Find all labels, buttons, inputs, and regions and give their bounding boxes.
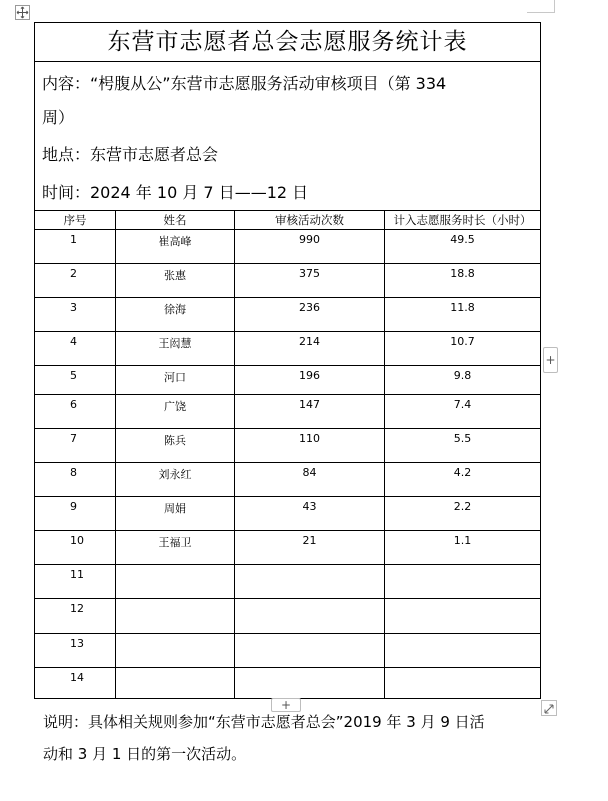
row-hours-cell: 11.8	[450, 301, 475, 314]
location-line: 地点：东营市志愿者总会	[42, 145, 219, 164]
row-no-cell: 6	[35, 395, 116, 428]
table-move-handle-icon[interactable]	[15, 5, 30, 20]
row-count-cell	[235, 668, 385, 699]
table-row	[35, 332, 540, 366]
row-no-cell: 11	[35, 565, 116, 598]
table-row	[35, 497, 540, 531]
statistics-table	[34, 22, 541, 699]
row-count-cell: 196	[235, 366, 385, 394]
row-no-cell: 5	[35, 366, 116, 394]
row-hours-cell	[385, 599, 540, 633]
row-no-cell: 8	[35, 463, 116, 496]
row-no-cell: 3	[35, 298, 116, 331]
row-no-cell: 7	[35, 429, 116, 462]
row-no-cell: 12	[35, 599, 116, 633]
table-row	[35, 230, 540, 264]
row-no-cell: 10	[35, 531, 116, 564]
row-hours-cell: 2.2	[453, 500, 472, 513]
row-no-cell: 1	[35, 230, 116, 263]
row-count-cell	[235, 599, 385, 633]
row-count-cell: 21	[235, 531, 385, 564]
table-row	[35, 366, 540, 395]
row-hours-cell	[385, 634, 540, 667]
row-name-cell	[116, 599, 235, 633]
row-hours-cell: 7.4	[453, 398, 472, 411]
footnote-line-1: 说明：具体相关规则参加“东营市志愿者总会”2019 年 3 月 9 日活	[43, 713, 485, 731]
row-hours-cell	[385, 565, 540, 598]
table-row	[35, 531, 540, 565]
table-row	[35, 395, 540, 429]
footnote	[43, 706, 543, 770]
row-name-cell: 崔高峰	[116, 230, 235, 263]
table-row	[35, 298, 540, 332]
row-hours-cell: 5.5	[453, 432, 472, 445]
row-hours-cell: 10.7	[450, 335, 475, 348]
info-block	[35, 62, 540, 211]
row-no-cell: 4	[35, 332, 116, 365]
row-name-cell: 河口	[116, 366, 235, 394]
row-count-cell: 84	[235, 463, 385, 496]
row-count-cell: 147	[235, 395, 385, 428]
header-count: 审核活动次数	[235, 211, 385, 229]
row-hours-cell: 9.8	[453, 369, 472, 382]
row-name-cell: 陈兵	[116, 429, 235, 462]
table-row	[35, 668, 540, 699]
row-name-cell	[116, 634, 235, 667]
row-hours-cell: 1.1	[453, 534, 472, 547]
row-no-cell: 14	[35, 668, 116, 699]
add-column-button[interactable]: +	[543, 347, 558, 373]
row-name-cell: 徐海	[116, 298, 235, 331]
add-row-button[interactable]: +	[271, 698, 301, 712]
header-name: 姓名	[116, 211, 235, 229]
row-count-cell: 110	[235, 429, 385, 462]
row-name-cell: 张惠	[116, 264, 235, 297]
row-hours-cell	[385, 668, 540, 699]
table-row	[35, 599, 540, 634]
header-hours: 计入志愿服务时长（小时）	[393, 213, 532, 227]
row-count-cell: 236	[235, 298, 385, 331]
row-hours-cell: 4.2	[453, 466, 472, 479]
row-count-cell	[235, 634, 385, 667]
table-header-row	[35, 211, 540, 230]
row-count-cell: 375	[235, 264, 385, 297]
table-row	[35, 429, 540, 463]
row-no-cell: 9	[35, 497, 116, 530]
table-row	[35, 463, 540, 497]
table-row	[35, 264, 540, 298]
document-title: 东营市志愿者总会志愿服务统计表	[35, 23, 540, 62]
row-count-cell	[235, 565, 385, 598]
row-name-cell	[116, 668, 235, 699]
row-name-cell: 刘永红	[116, 463, 235, 496]
row-count-cell: 43	[235, 497, 385, 530]
table-row	[35, 565, 540, 599]
row-name-cell: 周娟	[116, 497, 235, 530]
row-name-cell: 广饶	[116, 395, 235, 428]
content-line-2: 周）	[42, 108, 75, 127]
footnote-line-2: 动和 3 月 1 日的第一次活动。	[43, 745, 247, 763]
row-name-cell: 王福卫	[116, 531, 235, 564]
content-line-1: 内容：“枵腹从公”东营市志愿服务活动审核项目（第 334	[42, 74, 447, 93]
table-row	[35, 634, 540, 668]
header-no: 序号	[35, 211, 116, 229]
row-no-cell: 2	[35, 264, 116, 297]
row-hours-cell: 49.5	[450, 233, 475, 246]
row-no-cell: 13	[35, 634, 116, 667]
time-line: 时间：2024 年 10 月 7 日——12 日	[42, 183, 309, 202]
row-hours-cell: 18.8	[450, 267, 475, 280]
table-resize-icon[interactable]	[541, 700, 557, 716]
row-name-cell: 王闳慧	[116, 332, 235, 365]
row-count-cell: 214	[235, 332, 385, 365]
row-name-cell	[116, 565, 235, 598]
row-count-cell: 990	[235, 230, 385, 263]
page-corner-mark	[527, 0, 555, 13]
